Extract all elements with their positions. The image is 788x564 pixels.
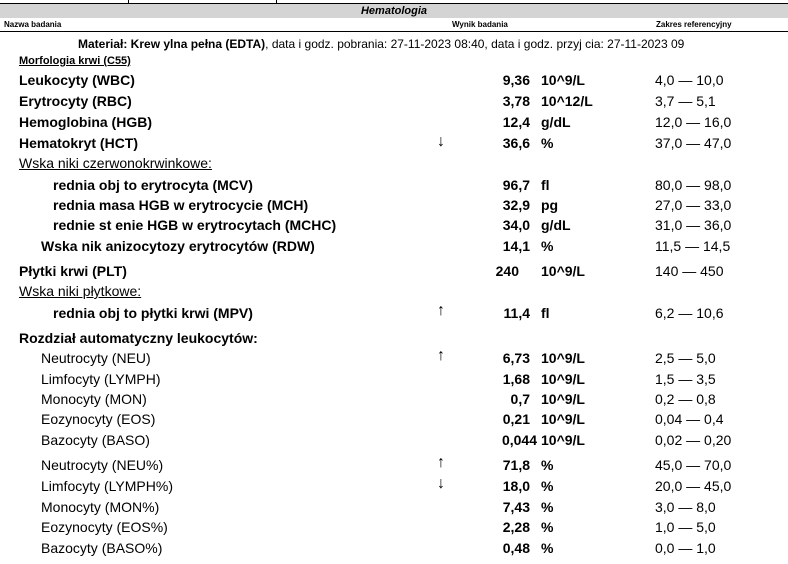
test-value: 7,43 — [502, 499, 530, 515]
test-unit: 10^9/L — [541, 350, 585, 366]
test-ref: 0,02 — 0,20 — [655, 432, 732, 448]
test-value: 32,9 — [502, 197, 530, 213]
section-title: Hematologia — [360, 5, 427, 17]
test-name: Hemoglobina (HGB) — [19, 114, 152, 130]
test-ref: 12,0 — 16,0 — [655, 114, 732, 130]
group-auto-differential: Rozdział automatyczny leukocytów: — [19, 330, 258, 346]
test-ref: 31,0 — 36,0 — [655, 217, 732, 233]
test-value: 240 — [495, 263, 519, 279]
sublabel-plt-indices: Wska niki płytkowe: — [19, 283, 142, 299]
material-label: Materiał: Krew ylna pełna (EDTA) — [78, 37, 266, 51]
test-name: rednia obj to erytrocyta (MCV) — [53, 177, 253, 193]
test-value: 34,0 — [502, 217, 530, 233]
col-header-name: Nazwa badania — [4, 20, 62, 29]
test-name: Monocyty (MON) — [41, 391, 147, 407]
test-name: Bazocyty (BASO%) — [41, 540, 163, 556]
test-unit: fl — [541, 177, 550, 193]
test-name: rednia masa HGB w erytrocycie (MCH) — [53, 197, 309, 213]
header-divider — [0, 31, 788, 32]
test-name: Erytrocyty (RBC) — [19, 93, 132, 109]
test-value: 9,36 — [502, 72, 530, 88]
test-name: Wska nik anizocytozy erytrocytów (RDW) — [41, 238, 315, 254]
test-unit: % — [541, 540, 554, 556]
test-name: Eozynocyty (EOS%) — [41, 519, 168, 535]
test-unit: % — [541, 519, 554, 535]
test-value: 0,7 — [510, 391, 530, 407]
test-name: Leukocyty (WBC) — [19, 72, 135, 88]
test-unit: g/dL — [541, 217, 571, 233]
group-morphology: Morfologia krwi (C55) — [19, 55, 131, 67]
test-unit: 10^12/L — [541, 93, 593, 109]
test-name: Neutrocyty (NEU%) — [41, 457, 164, 473]
test-value: 6,73 — [502, 350, 530, 366]
test-unit: 10^9/L — [541, 432, 585, 448]
sublabel-rbc-indices: Wska niki czerwonokrwinkowe: — [19, 155, 212, 171]
test-ref: 140 — 450 — [655, 263, 724, 279]
test-name: Neutrocyty (NEU) — [41, 350, 151, 366]
test-unit: % — [541, 457, 554, 473]
test-value: 96,7 — [502, 177, 530, 193]
test-ref: 27,0 — 33,0 — [655, 197, 732, 213]
test-unit: 10^9/L — [541, 72, 585, 88]
test-ref: 6,2 — 10,6 — [655, 305, 724, 321]
top-tick — [128, 0, 129, 3]
test-name: rednie st enie HGB w erytrocytach (MCHC) — [53, 217, 337, 233]
test-unit: 10^9/L — [541, 391, 585, 407]
test-name: Limfocyty (LYMPH) — [41, 371, 161, 387]
test-value: 0,48 — [502, 540, 530, 556]
test-ref: 45,0 — 70,0 — [655, 457, 732, 473]
test-value: 14,1 — [502, 238, 530, 254]
test-name: Monocyty (MON%) — [41, 499, 160, 515]
test-value: 11,4 — [503, 305, 530, 321]
test-ref: 80,0 — 98,0 — [655, 177, 732, 193]
material-line — [78, 36, 684, 52]
arrow-down-icon: ↓ — [437, 475, 445, 492]
col-header-ref: Zakres referencyjny — [656, 20, 732, 29]
test-ref: 0,2 — 0,8 — [655, 391, 716, 407]
test-ref: 20,0 — 45,0 — [655, 478, 732, 494]
top-tick — [276, 0, 277, 3]
material-details: , data i godz. pobrania: 27-11-2023 08:40, data i godz. przyj cia: 27-11-2023 09 — [265, 37, 685, 51]
test-name: Hematokryt (HCT) — [19, 135, 139, 151]
test-value: 0,21 — [502, 411, 530, 427]
test-ref: 0,0 — 1,0 — [655, 540, 716, 556]
test-unit: g/dL — [541, 114, 571, 130]
test-unit: pg — [541, 197, 559, 213]
test-name: Płytki krwi (PLT) — [19, 263, 127, 279]
test-unit: % — [541, 478, 554, 494]
test-unit: % — [541, 135, 554, 151]
test-value: 3,78 — [502, 93, 530, 109]
test-value: 0,044 — [501, 432, 537, 448]
test-unit: 10^9/L — [541, 371, 585, 387]
test-unit: 10^9/L — [541, 263, 585, 279]
test-name: Eozynocyty (EOS) — [41, 411, 156, 427]
test-ref: 11,5 — 14,5 — [655, 238, 731, 254]
arrow-up-icon: ↑ — [437, 347, 445, 364]
test-unit: fl — [541, 305, 550, 321]
test-unit: % — [541, 238, 554, 254]
test-unit: 10^9/L — [541, 411, 585, 427]
test-ref: 1,5 — 3,5 — [655, 371, 716, 387]
arrow-up-icon: ↑ — [437, 454, 445, 471]
test-unit: % — [541, 499, 554, 515]
test-ref: 1,0 — 5,0 — [655, 519, 716, 535]
test-name: Bazocyty (BASO) — [41, 432, 150, 448]
test-ref: 0,04 — 0,4 — [655, 411, 724, 427]
test-name: Limfocyty (LYMPH%) — [41, 478, 173, 494]
arrow-down-icon: ↓ — [437, 133, 445, 150]
col-header-result: Wynik badania — [452, 20, 508, 29]
test-value: 1,68 — [502, 371, 530, 387]
test-name: rednia obj to płytki krwi (MPV) — [53, 305, 253, 321]
test-value: 71,8 — [502, 457, 530, 473]
test-value: 2,28 — [502, 519, 530, 535]
test-ref: 2,5 — 5,0 — [655, 350, 716, 366]
test-ref: 4,0 — 10,0 — [655, 72, 724, 88]
test-ref: 3,7 — 5,1 — [655, 93, 716, 109]
test-ref: 3,0 — 8,0 — [655, 499, 716, 515]
test-ref: 37,0 — 47,0 — [655, 135, 732, 151]
test-value: 36,6 — [502, 135, 530, 151]
arrow-up-icon: ↑ — [437, 302, 445, 319]
test-value: 18,0 — [502, 478, 530, 494]
test-value: 12,4 — [502, 114, 530, 130]
